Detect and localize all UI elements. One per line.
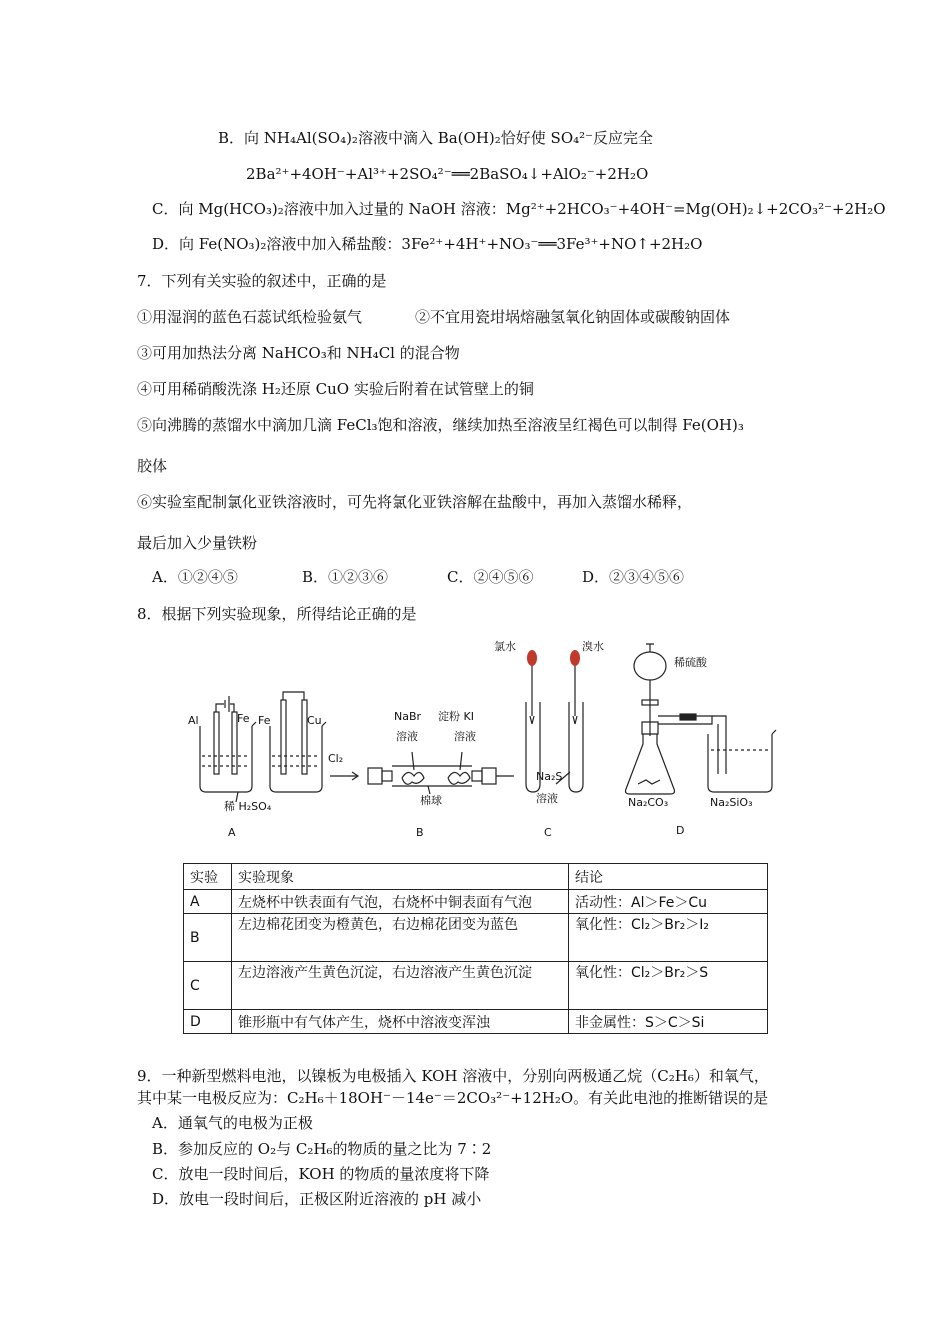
label-dilute-h2so4: 稀 H₂SO₄ <box>224 800 272 813</box>
q7-stem: 7．下列有关实验的叙述中，正确的是 <box>137 272 387 290</box>
header-conclusion: 结论 <box>569 864 768 890</box>
cell-conclusion: 非金属性：S＞C＞Si <box>569 1010 768 1034</box>
q7-item-3: ③可用加热法分离 NaHCO₃和 NH₄Cl 的混合物 <box>137 344 460 362</box>
label-na2s: Na₂S <box>536 770 563 783</box>
q9-stem-line2: 其中某一电极反应为：C₂H₆＋18OH⁻－14e⁻＝2CO₃²⁻+12H₂O。有关此电池的推断错误的是 <box>137 1089 769 1107</box>
q6-option-b-line1: B．向 NH₄Al(SO₄)₂溶液中滴入 Ba(OH)₂恰好使 SO₄²⁻反应完全 <box>218 129 654 147</box>
label-al: Al <box>188 714 199 727</box>
cell-exp: C <box>184 962 232 1010</box>
table-row <box>184 962 768 1010</box>
label-d: D <box>676 824 685 837</box>
label-cotton: 棉球 <box>420 794 442 807</box>
cell-exp: D <box>184 1010 232 1034</box>
label-c: C <box>544 826 552 839</box>
cell-conclusion: 活动性：Al＞Fe＞Cu <box>569 890 768 914</box>
cell-conclusion: 氧化性：Cl₂＞Br₂＞I₂ <box>569 914 768 962</box>
q7-item-6: ⑥实验室配制氯化亚铁溶液时，可先将氯化亚铁溶解在盐酸中，再加入蒸馏水稀释， <box>137 493 693 511</box>
q8-results-table <box>183 863 768 1034</box>
label-na2s-solution: 溶液 <box>536 792 558 805</box>
q8-stem: 8．根据下列实验现象，所得结论正确的是 <box>137 605 417 623</box>
q7-option-c: C．②④⑤⑥ <box>447 568 534 586</box>
label-cu: Cu <box>307 714 322 727</box>
q7-item-1: ①用湿润的蓝色石蕊试纸检验氨气 <box>137 308 363 326</box>
label-fe-left: Fe <box>237 712 250 725</box>
label-a: A <box>228 826 236 839</box>
q7-option-d: D．②③④⑤⑥ <box>582 568 685 586</box>
table-row <box>184 1010 768 1034</box>
header-phenomenon: 实验现象 <box>232 864 569 890</box>
dropper-bulb-chlorine-icon <box>527 650 537 666</box>
q7-item-5-cont: 胶体 <box>137 457 168 475</box>
label-nabr-solution: 溶液 <box>396 730 418 743</box>
q7-item-4: ④可用稀硝酸洗涤 H₂还原 CuO 实验后附着在试管壁上的铜 <box>137 380 534 398</box>
q9-option-c: C．放电一段时间后，KOH 的物质的量浓度将下降 <box>152 1165 490 1183</box>
cell-exp: B <box>184 914 232 962</box>
q6-option-d: D．向 Fe(NO₃)₂溶液中加入稀盐酸：3Fe²⁺+4H⁺+NO₃⁻══3Fe³⁺+NO↑+2H₂O <box>152 235 703 253</box>
label-bromine-water: 溴水 <box>582 640 604 653</box>
cell-phenomenon: 左烧杯中铁表面有气泡，右烧杯中铜表面有气泡 <box>232 890 569 914</box>
q6-option-c: C．向 Mg(HCO₃)₂溶液中加入过量的 NaOH 溶液：Mg²⁺+2HCO₃⁻+4OH⁻=Mg(OH)₂↓+2CO₃²⁻+2H₂O <box>152 200 886 218</box>
q7-item-5: ⑤向沸腾的蒸馏水中滴加几滴 FeCl₃饱和溶液，继续加热至溶液呈红褐色可以制得 Fe(OH)₃ <box>137 416 744 434</box>
q9-stem-line1: 9．一种新型燃料电池，以镍板为电极插入 KOH 溶液中，分别向两极通乙烷（C₂H₆）和氧气， <box>137 1067 769 1085</box>
cell-phenomenon: 左边棉花团变为橙黄色，右边棉花团变为蓝色 <box>232 914 569 962</box>
q6-option-b-equation: 2Ba²⁺+4OH⁻+Al³⁺+2SO₄²⁻══2BaSO₄↓+AlO₂⁻+2H₂O <box>246 165 649 183</box>
label-cl2: Cl₂ <box>328 752 344 765</box>
label-na2sio3: Na₂SiO₃ <box>710 796 753 809</box>
label-na2co3: Na₂CO₃ <box>628 796 669 809</box>
table-header-row <box>184 864 768 890</box>
label-ki-solution: 溶液 <box>454 730 476 743</box>
q7-option-a: A．①②④⑤ <box>152 568 238 586</box>
label-b: B <box>416 826 424 839</box>
apparatus-a <box>200 692 326 802</box>
apparatus-b <box>330 752 514 794</box>
q7-options <box>152 566 684 587</box>
cell-phenomenon: 锥形瓶中有气体产生，烧杯中溶液变浑浊 <box>232 1010 569 1034</box>
cell-conclusion: 氧化性：Cl₂＞Br₂＞S <box>569 962 768 1010</box>
header-experiment: 实验 <box>184 864 232 890</box>
label-nabr: NaBr <box>394 710 422 723</box>
label-starch-ki: 淀粉 KI <box>438 710 474 723</box>
q9-option-a: A．通氧气的电极为正极 <box>152 1114 313 1132</box>
q7-option-b: B．①②③⑥ <box>302 568 389 586</box>
q8-apparatus-figure <box>180 634 780 844</box>
q9-option-b: B．参加反应的 O₂与 C₂H₆的物质的量之比为 7∶2 <box>152 1140 492 1158</box>
q7-item-2: ②不宜用瓷坩埚熔融氢氧化钠固体或碳酸钠固体 <box>415 308 731 326</box>
q7-item-6-cont: 最后加入少量铁粉 <box>137 534 258 552</box>
dropper-bulb-bromine-icon <box>570 650 580 666</box>
label-chlorine-water: 氯水 <box>494 640 516 653</box>
cell-exp: A <box>184 890 232 914</box>
label-dilute-sulfuric-acid: 稀硫酸 <box>674 656 707 669</box>
q9-option-d: D．放电一段时间后，正极区附近溶液的 pH 减小 <box>152 1190 482 1208</box>
cell-phenomenon: 左边溶液产生黄色沉淀，右边溶液产生黄色沉淀 <box>232 962 569 1010</box>
table-row <box>184 890 768 914</box>
label-fe-right: Fe <box>258 714 271 727</box>
table-row <box>184 914 768 962</box>
